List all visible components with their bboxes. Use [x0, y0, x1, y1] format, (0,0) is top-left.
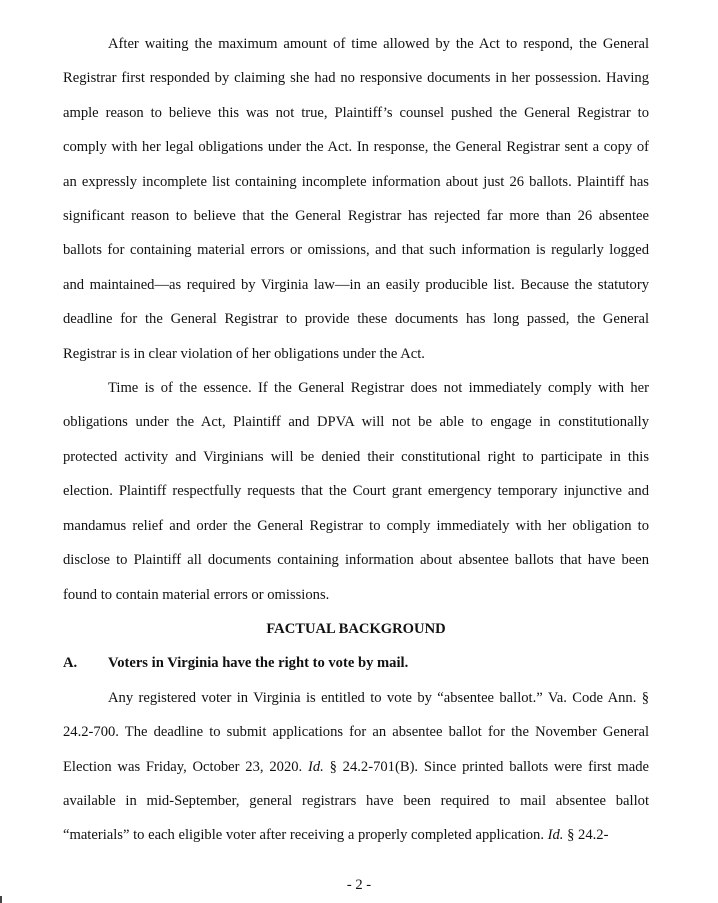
paragraph-general-registrar-response: After waiting the maximum amount of time allowed by the Act to respond, the General Registrar first responded by claiming she had no responsive documents in her possession. Having ample reason to believe this was not true, Plaintiff’s counsel pushed the General Registrar to comply with her legal obligations under the Act. In response, the General Registrar sent a copy of an expressly incomplete list containing incomplete information about just 26 ballots. Plaintiff has significant reason to believe that the General Registrar has rejected far more than 26 absentee ballots for containing material errors or omissions, and that such information is regularly logged and maintained—as required by Virginia law—in an easily producible list. Because the statutory deadline for the General Registrar to provide these documents has long passed, the General Registrar is in clear violation of her obligations under the Act.	[63, 36, 649, 362]
section-heading: FACTUAL BACKGROUND	[266, 620, 446, 637]
citation-id-1: Id.	[307, 758, 324, 775]
paragraph-time-of-essence: Time is of the essence. If the General Registrar does not immediately comply with her obligations under the Act, Plaintiff and DPVA will not be able to engage in constitutionally protected activity and Virginians will be denied their constitutional right to participate in this election. Plaintiff respectfully requests that the Court grant emergency temporary injunctive and mandamus relief and order the General Registrar to comply immediately with her obligation to disclose to Plaintiff all documents containing information about absentee ballots that have been found to contain material errors or omissions.	[63, 380, 649, 603]
paragraph-absentee-ballot	[63, 681, 649, 853]
paragraph-text-part2: § 24.2-701(B). Since printed ballots were first made available in mid-September, general registrars have been required to mail absentee ballot “materials” to each eligible voter after receiving a properly completed application.	[63, 758, 649, 844]
subsection-title: Voters in Virginia have the right to vote by mail.	[108, 655, 409, 672]
subsection-heading	[63, 646, 649, 680]
paragraph-text-part1: Any registered voter in Virginia is entitled to vote by “absentee ballot.” Va. Code Ann. § 24.2-700. The deadline to submit applications for an absentee ballot for the November General Election was Friday, October 23, 2020.	[63, 689, 649, 775]
citation-id-2: Id.	[547, 827, 564, 844]
scan-edge-mark	[0, 896, 2, 903]
page-number: - 2 -	[346, 877, 372, 893]
paragraph-text-part3: § 24.2-	[563, 827, 609, 844]
document-body	[63, 27, 649, 853]
subsection-letter: A.	[63, 655, 78, 672]
